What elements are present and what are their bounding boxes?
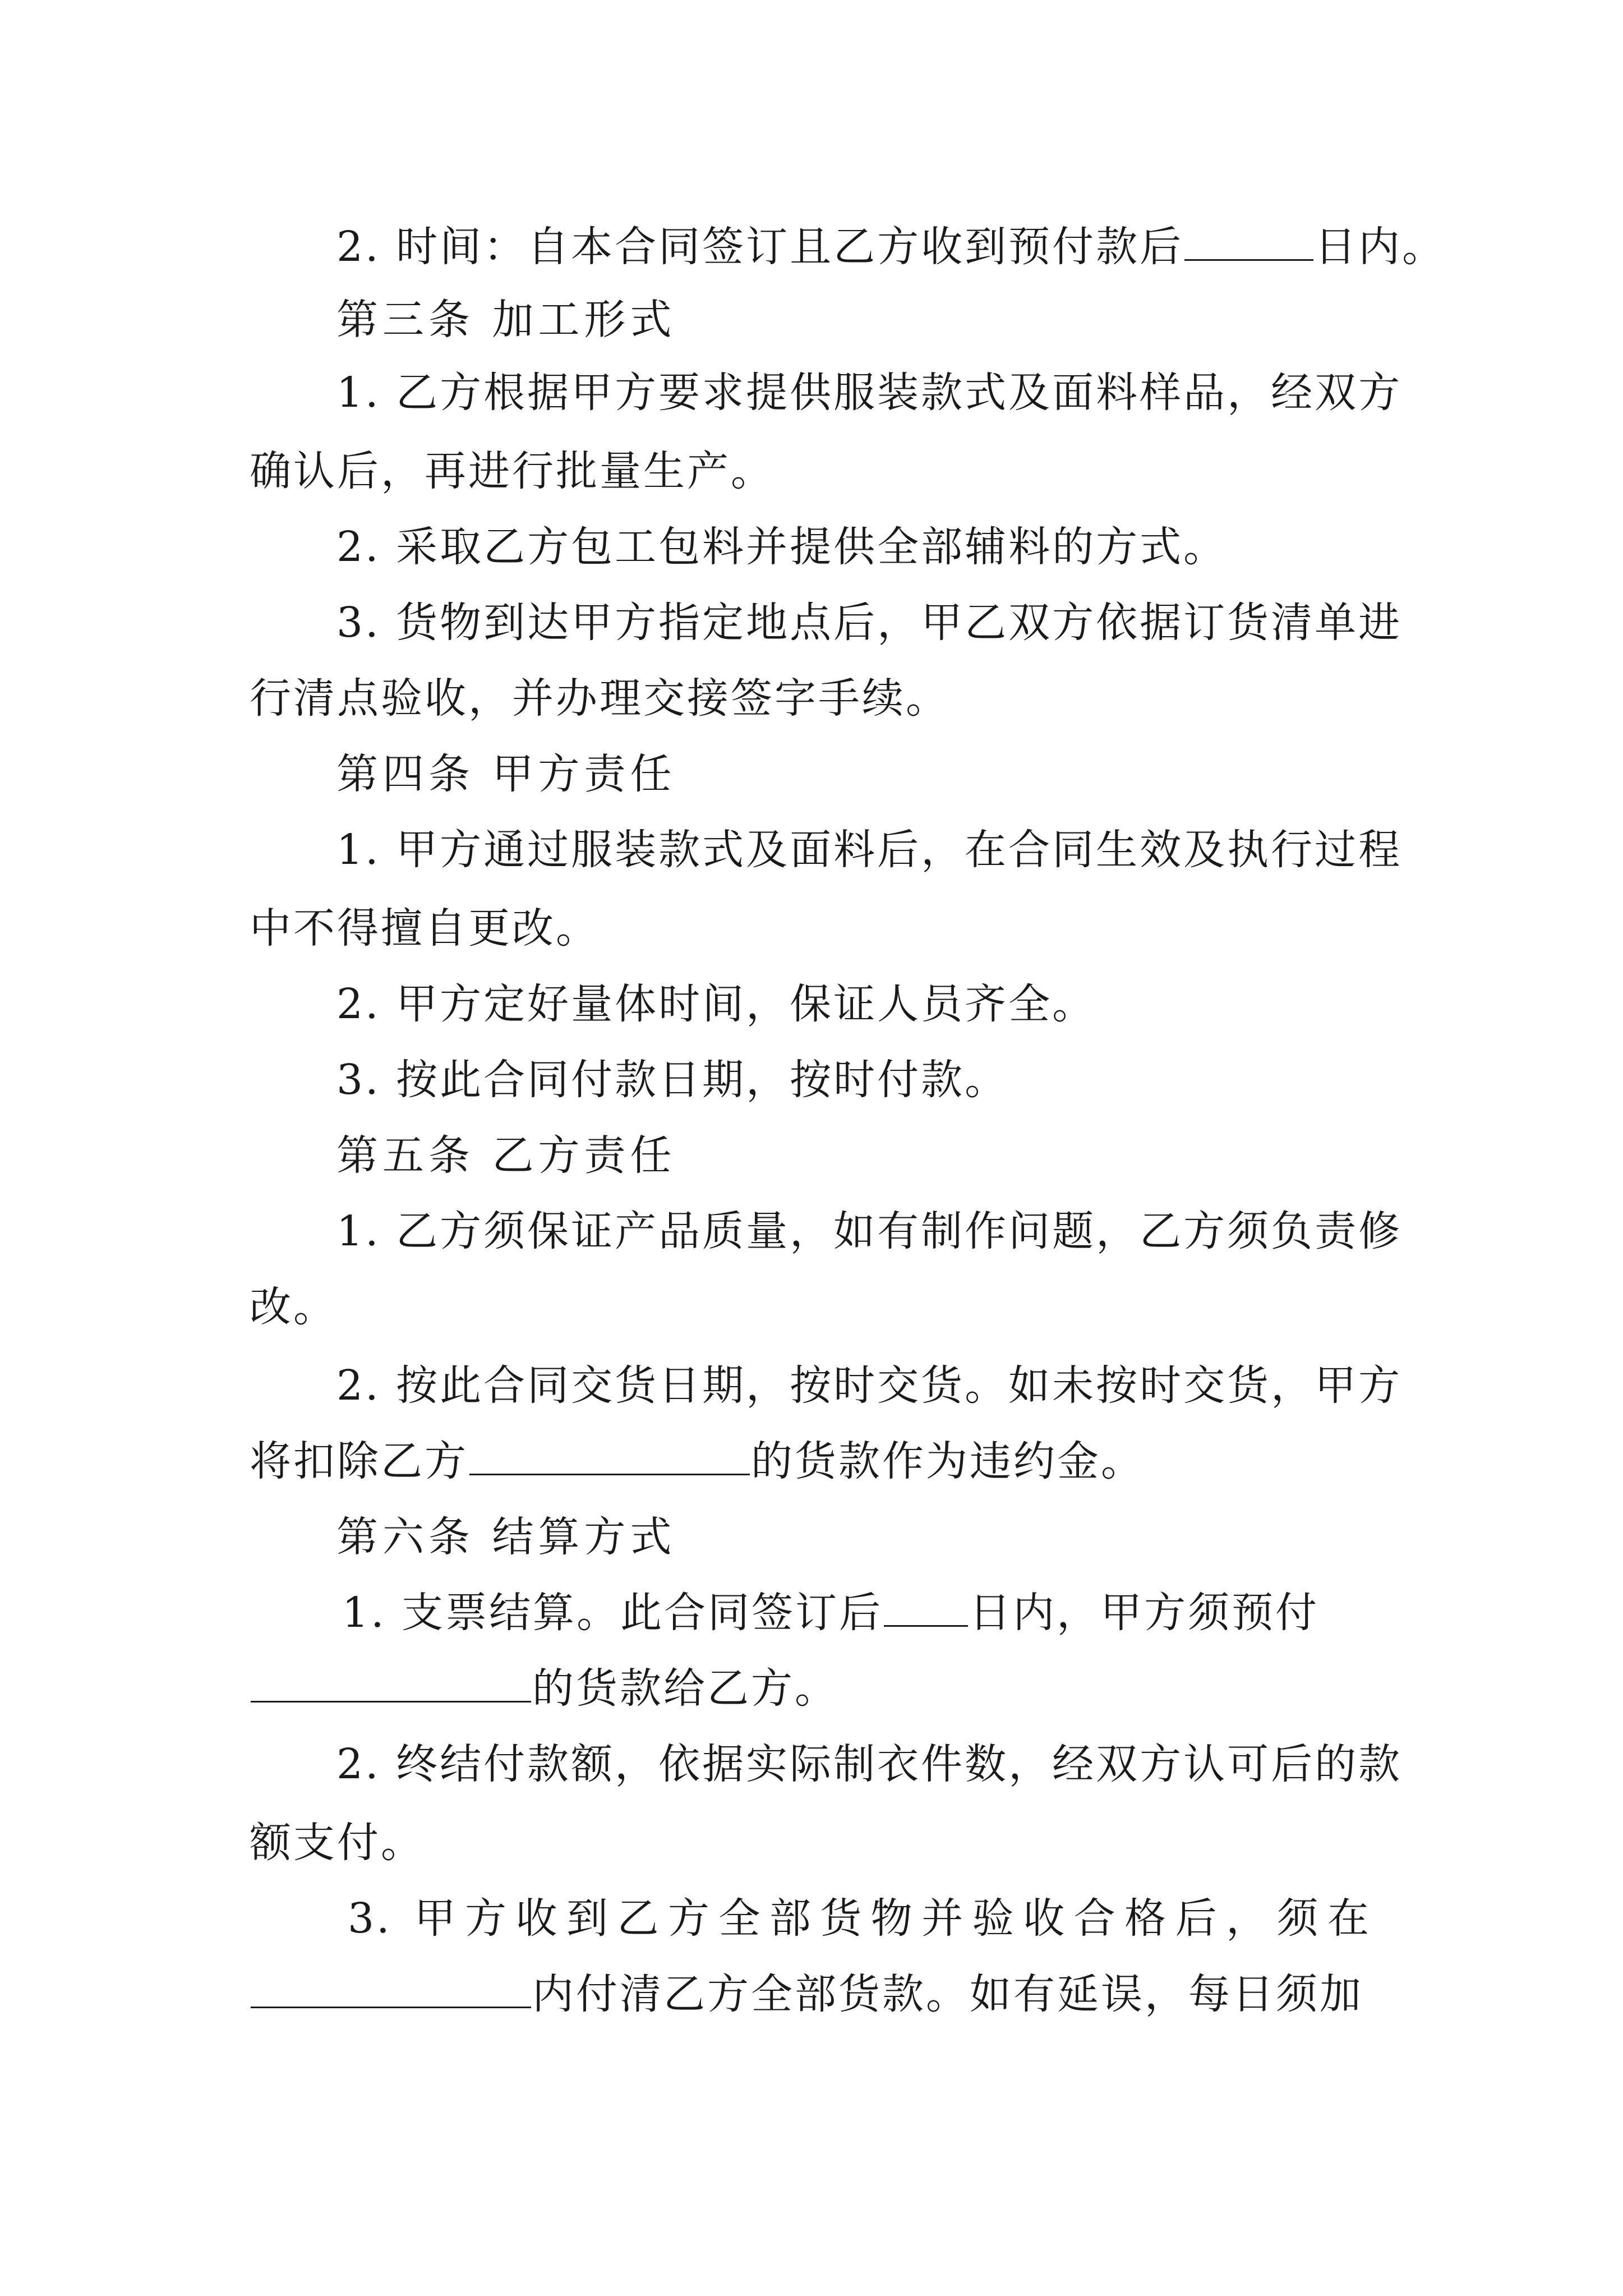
blank-field [1184,224,1313,261]
blank-field [251,1666,531,1703]
clause-line [336,519,1227,575]
clause-text: 2. 终结付款额，依据实际制衣件数，经双方认可后的款 [336,1740,1403,1788]
clause-text: 3. 甲方收到乙方全部货物并验收合格后，须在 [348,1894,1371,1943]
clause-line [250,1815,425,1871]
clause-text: 额支付。 [250,1819,425,1867]
clause-text: 2. 按此合同交货日期，按时交货。如未按时交货，甲方 [336,1361,1403,1410]
clause-text: 日内，甲方须预付 [969,1589,1320,1637]
clause-line [250,443,774,499]
clause-text: 日内。 [1315,223,1446,271]
clause-line [250,1660,838,1717]
heading-text: 第四条 甲方责任 [336,750,676,798]
clause-line [342,1585,1319,1641]
clause-text: 1. 支票结算。此合同签订后 [342,1589,883,1637]
clause-text: 确认后，再进行批量生产。 [250,447,774,495]
blank-field [251,1972,531,2008]
clause-line [250,670,949,726]
blank-field [884,1590,968,1627]
article-6-heading [336,1509,676,1565]
article-3-heading [336,292,676,348]
clause-line [250,1279,337,1335]
clause-line [336,595,1403,651]
article-4-heading [336,746,676,802]
clause-text: 3. 按此合同付款日期，按时付款。 [336,1056,1009,1104]
clause-text: 的货款给乙方。 [532,1664,838,1713]
heading-text: 第三条 加工形式 [336,296,676,344]
clause-2-time [336,219,1446,275]
clause-line [336,1052,1008,1108]
clause-line [250,900,600,956]
clause-text: 1. 乙方须保证产品质量，如有制作问题，乙方须负责修 [336,1207,1403,1255]
clause-text: 的货款作为违约金。 [751,1437,1145,1485]
clause-text: 2. 甲方定好量体时间，保证人员齐全。 [336,980,1096,1028]
clause-text: 3. 货物到达甲方指定地点后，甲乙双方依据订货清单进 [336,599,1403,647]
clause-line [336,365,1403,421]
clause-line [336,822,1403,878]
clause-text: 内付清乙方全部货款。如有延误，每日须加 [532,1970,1363,2018]
heading-text: 第六条 结算方式 [336,1513,676,1561]
clause-text: 行清点验收，并办理交接签字手续。 [250,674,949,723]
clause-line [348,1890,1371,1947]
clause-text: 1. 乙方根据甲方要求提供服装款式及面料样品，经双方 [336,369,1403,417]
blank-field [469,1439,750,1475]
clause-line [336,1736,1403,1792]
clause-line [336,1358,1403,1414]
article-5-heading [336,1128,676,1184]
clause-text: 2. 时间：自本合同签订且乙方收到预付款后 [336,223,1184,271]
clause-text: 将扣除乙方 [250,1437,468,1485]
clause-line [336,1203,1403,1259]
clause-text: 2. 采取乙方包工包料并提供全部辅料的方式。 [336,523,1228,571]
clause-line [250,1433,1145,1489]
clause-line [336,976,1096,1032]
heading-text: 第五条 乙方责任 [336,1131,676,1180]
clause-text: 1. 甲方通过服装款式及面料后，在合同生效及执行过程 [336,826,1403,874]
clause-text: 改。 [250,1283,337,1331]
clause-text: 中不得擅自更改。 [250,904,600,953]
clause-line [250,1966,1363,2022]
